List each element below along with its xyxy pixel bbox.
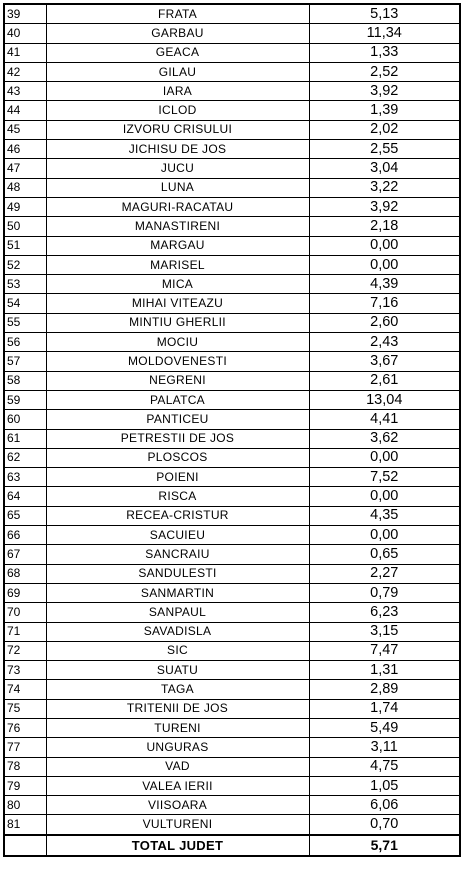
locality-name: GARBAU (46, 24, 309, 43)
row-value: 2,02 (309, 120, 460, 139)
row-value: 7,47 (309, 641, 460, 660)
row-value: 2,60 (309, 313, 460, 332)
locality-name: SAVADISLA (46, 622, 309, 641)
locality-name: MOLDOVENESTI (46, 352, 309, 371)
locality-name: VALEA IERII (46, 776, 309, 795)
locality-name: MINTIU GHERLII (46, 313, 309, 332)
table-row (4, 815, 460, 835)
row-number: 48 (4, 178, 46, 197)
row-number: 56 (4, 333, 46, 352)
locality-name: PLOSCOS (46, 448, 309, 467)
row-number: 41 (4, 43, 46, 62)
row-value: 1,74 (309, 699, 460, 718)
table-row (4, 526, 460, 545)
row-value: 0,79 (309, 583, 460, 602)
row-value: 7,16 (309, 294, 460, 313)
table-row (4, 583, 460, 602)
row-value: 5,49 (309, 718, 460, 737)
row-value: 1,05 (309, 776, 460, 795)
locality-name: RECEA-CRISTUR (46, 506, 309, 525)
locality-name: PANTICEU (46, 410, 309, 429)
row-value: 2,55 (309, 140, 460, 159)
table-row (4, 410, 460, 429)
table-row (4, 62, 460, 81)
row-number: 42 (4, 62, 46, 81)
row-number: 45 (4, 120, 46, 139)
table-row (4, 390, 460, 409)
locality-name: TRITENII DE JOS (46, 699, 309, 718)
table-footer (4, 835, 460, 856)
table-row (4, 82, 460, 101)
row-value: 0,00 (309, 487, 460, 506)
row-value: 0,70 (309, 815, 460, 835)
table-row (4, 275, 460, 294)
row-number: 81 (4, 815, 46, 835)
row-number: 65 (4, 506, 46, 525)
row-value: 0,00 (309, 255, 460, 274)
table-body (4, 4, 460, 835)
row-value: 13,04 (309, 390, 460, 409)
row-number: 76 (4, 718, 46, 737)
total-row-number-cell (4, 835, 46, 856)
locality-name: TAGA (46, 680, 309, 699)
row-number: 44 (4, 101, 46, 120)
locality-name: VAD (46, 757, 309, 776)
locality-name: VULTURENI (46, 815, 309, 835)
table-row (4, 564, 460, 583)
row-number: 58 (4, 371, 46, 390)
row-number: 60 (4, 410, 46, 429)
table-row (4, 545, 460, 564)
locality-name: JUCU (46, 159, 309, 178)
row-number: 53 (4, 275, 46, 294)
data-table (3, 3, 461, 857)
table-row (4, 680, 460, 699)
row-value: 11,34 (309, 24, 460, 43)
locality-name: VIISOARA (46, 796, 309, 815)
row-value: 0,00 (309, 236, 460, 255)
row-value: 6,23 (309, 603, 460, 622)
table-row (4, 333, 460, 352)
row-number: 70 (4, 603, 46, 622)
row-number: 64 (4, 487, 46, 506)
locality-name: SIC (46, 641, 309, 660)
table-row (4, 313, 460, 332)
table-row (4, 757, 460, 776)
row-value: 3,22 (309, 178, 460, 197)
row-value: 1,33 (309, 43, 460, 62)
locality-name: SUATU (46, 661, 309, 680)
row-number: 77 (4, 738, 46, 757)
row-value: 1,31 (309, 661, 460, 680)
table-row (4, 255, 460, 274)
row-number: 46 (4, 140, 46, 159)
table-row (4, 159, 460, 178)
row-number: 49 (4, 197, 46, 216)
table-row (4, 43, 460, 62)
table-row (4, 140, 460, 159)
total-label: TOTAL JUDET (46, 835, 309, 856)
locality-name: PETRESTII DE JOS (46, 429, 309, 448)
locality-name: JICHISU DE JOS (46, 140, 309, 159)
row-value: 5,13 (309, 4, 460, 24)
row-value: 4,75 (309, 757, 460, 776)
row-number: 68 (4, 564, 46, 583)
locality-name: MOCIU (46, 333, 309, 352)
row-number: 74 (4, 680, 46, 699)
row-value: 4,35 (309, 506, 460, 525)
row-value: 2,18 (309, 217, 460, 236)
locality-name: SANPAUL (46, 603, 309, 622)
row-number: 39 (4, 4, 46, 24)
locality-name: SACUIEU (46, 526, 309, 545)
row-value: 3,92 (309, 82, 460, 101)
locality-name: PALATCA (46, 390, 309, 409)
row-value: 3,62 (309, 429, 460, 448)
table-row (4, 352, 460, 371)
table-row (4, 699, 460, 718)
locality-name: MICA (46, 275, 309, 294)
locality-name: IARA (46, 82, 309, 101)
row-number: 40 (4, 24, 46, 43)
table-row (4, 178, 460, 197)
locality-name: MIHAI VITEAZU (46, 294, 309, 313)
row-value: 2,61 (309, 371, 460, 390)
table-row (4, 738, 460, 757)
row-value: 2,89 (309, 680, 460, 699)
table-row (4, 24, 460, 43)
row-number: 75 (4, 699, 46, 718)
row-value: 0,00 (309, 448, 460, 467)
row-value: 3,92 (309, 197, 460, 216)
row-number: 61 (4, 429, 46, 448)
table-row (4, 468, 460, 487)
table-row (4, 120, 460, 139)
row-number: 80 (4, 796, 46, 815)
row-number: 57 (4, 352, 46, 371)
row-value: 3,11 (309, 738, 460, 757)
locality-name: MAGURI-RACATAU (46, 197, 309, 216)
table-row (4, 217, 460, 236)
row-value: 4,41 (309, 410, 460, 429)
row-value: 3,04 (309, 159, 460, 178)
row-value: 1,39 (309, 101, 460, 120)
table-row (4, 622, 460, 641)
row-number: 72 (4, 641, 46, 660)
locality-name: SANDULESTI (46, 564, 309, 583)
row-number: 67 (4, 545, 46, 564)
row-number: 50 (4, 217, 46, 236)
row-number: 78 (4, 757, 46, 776)
locality-name: MARISEL (46, 255, 309, 274)
row-number: 51 (4, 236, 46, 255)
row-number: 66 (4, 526, 46, 545)
table-row (4, 506, 460, 525)
locality-name: FRATA (46, 4, 309, 24)
table-row (4, 101, 460, 120)
row-value: 3,15 (309, 622, 460, 641)
locality-name: POIENI (46, 468, 309, 487)
locality-name: LUNA (46, 178, 309, 197)
table-row (4, 487, 460, 506)
total-row (4, 835, 460, 856)
table-row (4, 236, 460, 255)
locality-name: ICLOD (46, 101, 309, 120)
row-number: 62 (4, 448, 46, 467)
locality-name: RISCA (46, 487, 309, 506)
locality-name: GILAU (46, 62, 309, 81)
locality-name: UNGURAS (46, 738, 309, 757)
locality-name: MANASTIRENI (46, 217, 309, 236)
row-value: 0,00 (309, 526, 460, 545)
row-number: 69 (4, 583, 46, 602)
table-row (4, 718, 460, 737)
row-number: 63 (4, 468, 46, 487)
row-number: 43 (4, 82, 46, 101)
row-number: 54 (4, 294, 46, 313)
locality-name: SANCRAIU (46, 545, 309, 564)
total-value: 5,71 (309, 835, 460, 856)
row-value: 6,06 (309, 796, 460, 815)
table-row (4, 796, 460, 815)
table-row (4, 371, 460, 390)
row-number: 73 (4, 661, 46, 680)
row-value: 7,52 (309, 468, 460, 487)
row-number: 59 (4, 390, 46, 409)
row-value: 4,39 (309, 275, 460, 294)
row-number: 47 (4, 159, 46, 178)
table-row (4, 294, 460, 313)
table-row (4, 661, 460, 680)
table-row (4, 4, 460, 24)
row-number: 55 (4, 313, 46, 332)
locality-name: GEACA (46, 43, 309, 62)
table-row (4, 448, 460, 467)
table-row (4, 197, 460, 216)
row-number: 79 (4, 776, 46, 795)
table-row (4, 603, 460, 622)
row-value: 2,27 (309, 564, 460, 583)
row-number: 71 (4, 622, 46, 641)
row-number: 52 (4, 255, 46, 274)
locality-name: IZVORU CRISULUI (46, 120, 309, 139)
row-value: 3,67 (309, 352, 460, 371)
table-row (4, 641, 460, 660)
table-row (4, 429, 460, 448)
table-row (4, 776, 460, 795)
row-value: 0,65 (309, 545, 460, 564)
row-value: 2,52 (309, 62, 460, 81)
locality-name: SANMARTIN (46, 583, 309, 602)
locality-name: MARGAU (46, 236, 309, 255)
row-value: 2,43 (309, 333, 460, 352)
locality-name: TURENI (46, 718, 309, 737)
locality-name: NEGRENI (46, 371, 309, 390)
